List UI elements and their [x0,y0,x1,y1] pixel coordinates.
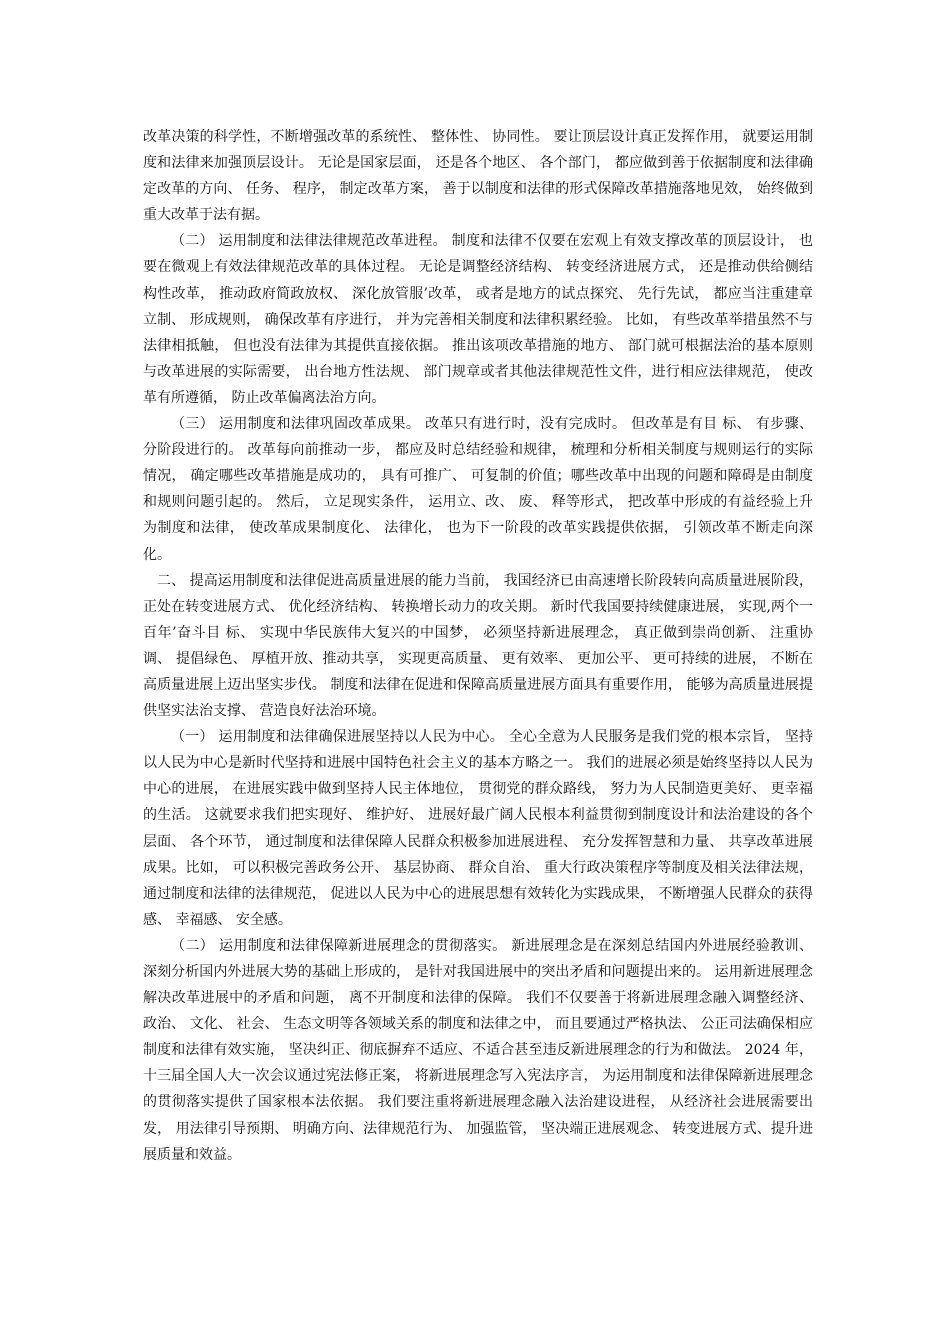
paragraph-section-2-2: （二） 运用制度和法律保障新进展理念的贯彻落实。 新进展理念是在深刻总结国内外进展经验教训、 深刻分析国内外进展大势的基础上形成的， 是针对我国进展中的突出矛盾和问题提出来的。 运用新进展理念解决改革进展中的矛盾和问题， 离不开制度和法律的保障。 我们不仅要善于将新进展理念融入调整经济、 政治、 文化、 社会、 生态文明等各领域关系的制度和法律之中， 而且要通过严格执法、 公正司法确保相应制度和法律有效实施， 坚决纠正、彻底摒弃不适应、不适合甚至违反新进展理念的行为和做法。 2024 年， 十三届全国人大一次会议通过宪法修正案， 将新进展理念写入宪法序言， 为运用制度和法律保障新进展理念的贯彻落实提供了国家根本法依据。 我们要注重将新进展理念融入法治建设进程， 从经济社会进展需要出发， 用法律引导预期、 明确方向、法律规范行为、 加强监管， 坚决端正进展观念、 转变进展方式、提升进展质量和效益。 [143,937,813,1163]
paragraph-intro-continuation: 改革决策的科学性，不断增强改革的系统性、 整体性、 协同性。 要让顶层设计真正发挥作用， 就要运用制度和法律来加强顶层设计。 无论是国家层面， 还是各个地区、 各个部门， 都应做到善于依据制度和法律确定改革的方向、 任务、 程序， 制定改革方案， 善于以制度和法律的形式保障改革措施落地见效， 始终做到重大改革于法有据。 [143,129,813,224]
paragraph-section-2-1: （一） 运用制度和法律确保进展坚持以人民为中心。 全心全意为人民服务是我们党的根本宗旨， 坚持以人民为中心是新时代坚持和进展中国特色社会主义的基本方略之一。 我们的进展必须是始终坚持以人民为中心的进展， 在进展实践中做到坚持人民主体地位， 贯彻党的群众路线， 努力为人民制造更美好、 更幸福的生活。 这就要求我们把实现好、 维护好、 进展好最广阔人民根本利益贯彻到制度设计和法治建设的各个层面、 各个环节， 通过制度和法律保障人民群众积极参加进展进程、 充分发挥智慧和力量、 共享改革进展成果。比如， 可以积极完善政务公开、 基层协商、 群众自治、 重大行政决策程序等制度及相关法律法规， 通过制度和法律的法律规范， 促进以人民为中心的进展思想有效转化为实践成果， 不断增强人民群众的获得感、 幸福感、 安全感。 [143,729,813,928]
paragraph-section-2-heading: 二、 提高运用制度和法律促进高质量进展的能力当前， 我国经济已由高速增长阶段转向高质量进展阶段，正处在转变进展方式、 优化经济结构、 转换增长动力的攻关期。 新时代我国要持续健康进展， 实现‚两个一百年’奋斗目 标、 实现中华民族伟大复兴的中国梦， 必须坚持新进展理念， 真正做到崇尚创新、 注重协调、 提倡绿色、 厚植开放、推动共享， 实现更高质量、 更有效率、 更加公平、 更可持续的进展， 不断在高质量进展上迈出坚实步伐。 制度和法律在促进和保障高质量进展方面具有重要作用， 能够为高质量进展提供坚实法治支撑、 营造良好法治环境。 [143,572,813,720]
paragraph-section-1-3: （三） 运用制度和法律巩固改革成果。 改革只有进行时，没有完成时。 但改革是有目 标、 有步骤、 分阶段进行的。 改革每向前推动一步， 都应及时总结经验和规律， 梳理和分析相关制度与规则运行的实际情况， 确定哪些改革措施是成功的， 具有可推广、 可复制的价值；哪些改革中出现的问题和障碍是由制度和规则问题引起的。 然后， 立足现实条件， 运用立、改、 废、 释等形式， 把改革中形成的有益经验上升为制度和法律， 使改革成果制度化、 法律化， 也为下一阶段的改革实践提供依据， 引领改革不断走向深化。 [143,416,813,563]
document-page [143,124,813,1168]
paragraph-section-1-2: （二） 运用制度和法律法律规范改革进程。 制度和法律不仅要在宏观上有效支撑改革的顶层设计， 也要在微观上有效法律规范改革的具体过程。 无论是调整经济结构、 转变经济进展方式， 还是推动供给侧结构性改革， 推动政府简政放权、 深化放管服’改革， 或者是地方的试点探究、 先行先试， 都应当注重建章立制、 形成规则， 确保改革有序进行， 并为完善相关制度和法律积累经验。 比如， 有些改革举措虽然不与法律相抵触， 但也没有法律为其提供直接依据。 推出该项改革措施的地方、 部门就可根据法治的基本原则与改革进展的实际需要， 出台地方性法规、 部门规章或者其他法律规范性文件，进行相应法律规范， 使改革有所遵循， 防止改革偏离法治方向。 [143,233,813,406]
